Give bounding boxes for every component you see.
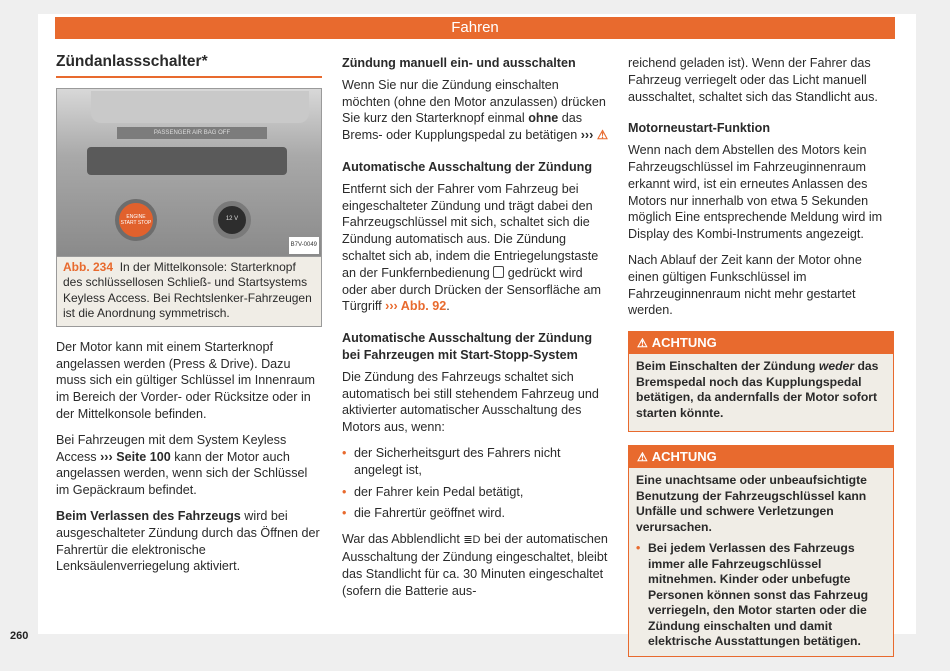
figure-234 [56,88,322,327]
paragraph: War das Abblendlicht ≣D bei der automatischen Ausschaltung der Zündung eingeschaltet, bleibt das Standlicht für ca. 30 Minuten eingeschaltet (sofern die Batterie aus- [342,532,608,598]
subheading: Automatische Ausschaltung der Zündung [342,159,593,174]
page-link[interactable]: ››› Seite 100 [100,449,171,464]
warning-box [628,445,894,657]
paragraph: Die Zündung des Fahrzeugs schaltet sich automatisch bei still stehendem Fahrzeug und aktivierter automatischer Ausschaltung des Motors aus, wenn: [342,369,599,435]
figure-photo [57,89,321,256]
page-header: Fahren [55,17,895,39]
page-number: 260 [10,630,29,642]
column-middle [342,55,610,608]
column-right [628,55,894,670]
section-title: Zündanlassschalter* [56,54,322,78]
list-item: • der Sicherheitsgurt des Fahrers nicht angelegt ist, [342,445,610,479]
warning-icon: ⚠ [637,450,648,465]
list-item: • die Fahrertür geöffnet wird. [342,505,610,522]
start-button-icon: ENGINE START STOP [115,199,157,241]
caption-text: In der Mittelkonsole: Starterknopf des schlüssellosen Schließ- und Startsystems Keyless Access. Bei Rechtslenker-Fahrzeugen ist die Anordnung symmetrisch. [63,259,312,321]
warning-header: ⚠ ACHTUNG [629,446,893,468]
figure-code: B7V-0049 [289,237,319,254]
reference-arrows: ››› [580,128,594,143]
paragraph: Entfernt sich der Fahrer vom Fahrzeug bei eingeschalteter Zündung und trägt dabei den Fahrzeugschlüssel mit sich, schaltet sich die Zündung automatisch aus. Die Zündung schaltet sich ab, indem die Entriegelungstaste an der Funkfernbedienung gedrückt wird oder aber durch Drücken der Sensorfläche am Türgriff ››› Abb. 92. [342,181,602,314]
unlock-key-icon [493,266,504,278]
warning-body: Beim Einschalten der Zündung weder das Bremspedal noch das Kupplungspedal betätigen, da andernfalls der Motor sofort starten könnte. [629,354,893,431]
subheading: Automatische Ausschaltung der Zündung bei Fahrzeugen mit Start-Stopp-System [342,331,593,362]
subheading: Motorneustart-Funktion [628,121,771,136]
airbag-panel: PASSENGER AIR BAG OFF [117,127,267,139]
warning-header: ⚠ ACHTUNG [629,332,893,354]
figure-link[interactable]: ››› Abb. 92 [385,299,447,314]
paragraph: Nach Ablauf der Zeit kann der Motor ohne einen gültigen Funkschlüssel im Fahrzeuginnenraum nicht mehr gestartet werden. [628,252,862,318]
warning-icon: ⚠ [637,336,648,351]
caption-label: Abb. 234 [63,259,114,274]
warning-body: Eine unachtsame oder unbeaufsichtigte Benutzung der Fahrzeugschlüssel kann Unfälle und schwere Verletzungen verursachen. • Bei jedem Verlassen des Fahrzeugs immer alle Fahrzeugschlüssel mitnehmen. Kinder oder unbefugte Personen können sonst das Fahrzeug verriegeln, den Motor starten oder die Zündung einschalten und damit elektrische Ausstattungen betätigen. [629,468,893,656]
paragraph: Wenn Sie nur die Zündung einschalten möchten (ohne den Motor anzulassen) drücken Sie kurz den Starterknopf einmal ohne das Brems- oder Kupplungspedal zu betätigen ››› ⚠ [342,77,609,143]
list-item: • Bei jedem Verlassen des Fahrzeugs immer alle Fahrzeugschlüssel mitnehmen. Kinder oder unbefugte Personen können sonst das Fahrzeug verriegeln, den Motor starten oder die Zündung einschalten und damit elektrische Ausstattungen betätigen. [636,541,886,650]
air-vents [91,91,309,123]
subheading: Zündung manuell ein- und ausschalten [342,56,576,70]
paragraph: Wenn nach dem Abstellen des Motors kein Fahrzeugschlüssel im Fahrzeuginnenraum erkannt wird, ist ein erneutes Anlassen des Motors nur innerhalb von etwa 5 Sekunden möglich Eine entsprechende Meldung wird im Display des Kombi-Instruments angezeigt. [628,143,883,242]
warning-box [628,331,894,432]
low-beam-icon: ≣D [463,534,481,547]
paragraph: reichend geladen ist). Wenn der Fahrer das Fahrzeug verriegelt oder das Licht manuell ausschaltet, schaltet sich das Standlicht aus. [628,56,878,104]
power-socket-icon: 12 V [213,201,251,239]
console-tray [87,147,287,175]
paragraph: Der Motor kann mit einem Starterknopf angelassen werden (Press & Drive). Dazu muss sich ein gültiger Schlüssel im Innenraum im Bereich der Vorder- oder Rücksitze oder in der Mittelkonsole befinden. [56,339,315,421]
warning-icon: ⚠ [596,128,609,143]
condition-list [342,445,610,522]
paragraph: Bei Fahrzeugen mit dem System Keyless Access ››› Seite 100 kann der Motor auch angelassen werden, wenn sich der Schlüssel im Gepäckraum befindet. [56,432,308,498]
list-item: • der Fahrer kein Pedal betätigt, [342,484,610,501]
figure-caption [57,256,321,326]
column-left [56,52,322,584]
paragraph: Beim Verlassen des Fahrzeugs wird bei ausgeschalteter Zündung durch das Öffnen der Fahrertür die elektronische Lenksäulenverriegelung aktiviert. [56,508,320,574]
